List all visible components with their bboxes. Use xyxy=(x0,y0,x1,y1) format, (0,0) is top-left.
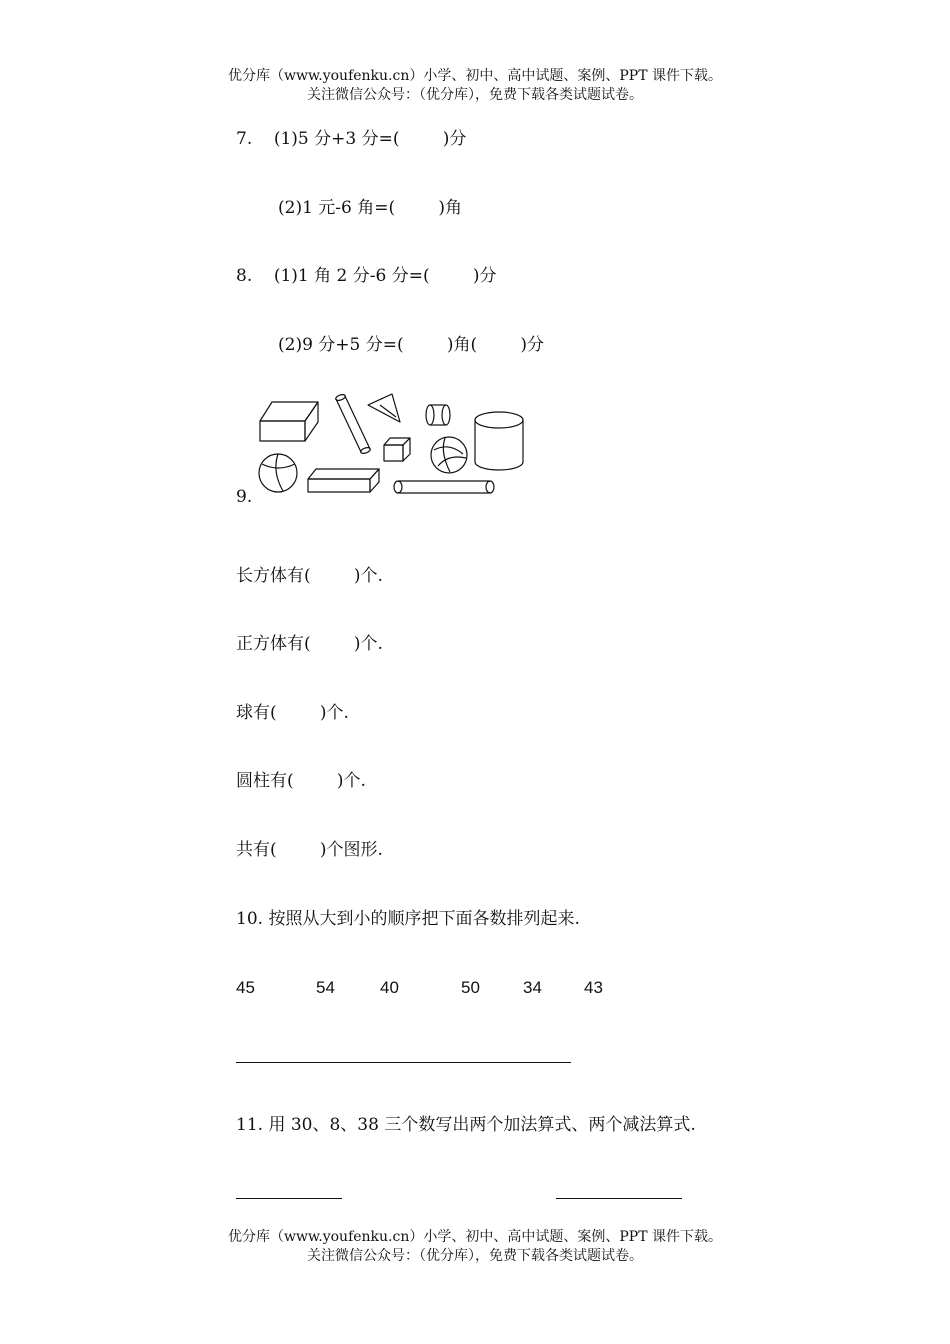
q9-label: 9. xyxy=(236,487,253,507)
cylinder-large-icon xyxy=(475,412,523,470)
header-line-2: 关注微信公众号：（优分库），免费下载各类试题试卷。 xyxy=(307,87,643,103)
cube-small-icon xyxy=(384,438,410,461)
q9-line-cylinder: 圆柱有( )个. xyxy=(236,771,366,791)
q11-answer-line-right[interactable] xyxy=(556,1198,682,1199)
solid-shapes-figure xyxy=(250,392,530,502)
q10-number: 54 xyxy=(316,978,335,997)
q10-number: 50 xyxy=(461,978,480,997)
q11-prompt: 11. 用 30、8、38 三个数写出两个加法算式、两个减法算式. xyxy=(236,1115,696,1135)
sphere-left-icon xyxy=(259,454,297,492)
q8-part-1: 8. (1)1 角 2 分-6 分=( )分 xyxy=(236,266,497,286)
cuboid-flat-icon xyxy=(308,469,379,492)
q9-line-cube: 正方体有( )个. xyxy=(236,634,383,654)
header-line-1: 优分库（www.youfenku.cn）小学、初中、高中试题、案例、PPT 课件下载。 xyxy=(227,68,722,84)
cylinder-rod-icon xyxy=(335,393,371,454)
q10-answer-line[interactable] xyxy=(236,1062,571,1063)
q8-part-2: (2)9 分+5 分=( )角( )分 xyxy=(278,335,544,355)
triangle-icon xyxy=(368,394,400,422)
q10-number: 43 xyxy=(584,978,603,997)
q11-answer-line-left[interactable] xyxy=(236,1198,342,1199)
q7-part-2: (2)1 元-6 角=( )角 xyxy=(278,198,463,218)
cylinder-horizontal-icon xyxy=(394,481,494,493)
q10-number: 34 xyxy=(523,978,542,997)
q10-number: 40 xyxy=(380,978,399,997)
q10-number: 45 xyxy=(236,978,255,997)
q7-part-1: 7. (1)5 分+3 分=( )分 xyxy=(236,129,467,149)
sphere-striped-icon xyxy=(431,437,467,473)
cuboid-large-icon xyxy=(260,402,318,441)
q9-line-sphere: 球有( )个. xyxy=(236,703,349,723)
footer-line-1: 优分库（www.youfenku.cn）小学、初中、高中试题、案例、PPT 课件下载。 xyxy=(227,1229,722,1245)
footer-line-2: 关注微信公众号：（优分库），免费下载各类试题试卷。 xyxy=(307,1248,643,1264)
q10-prompt: 10. 按照从大到小的顺序把下面各数排列起来. xyxy=(236,909,580,929)
cylinder-small-icon xyxy=(426,405,450,425)
q9-line-total: 共有( )个图形. xyxy=(236,840,383,860)
q9-line-cuboid: 长方体有( )个. xyxy=(236,566,383,586)
